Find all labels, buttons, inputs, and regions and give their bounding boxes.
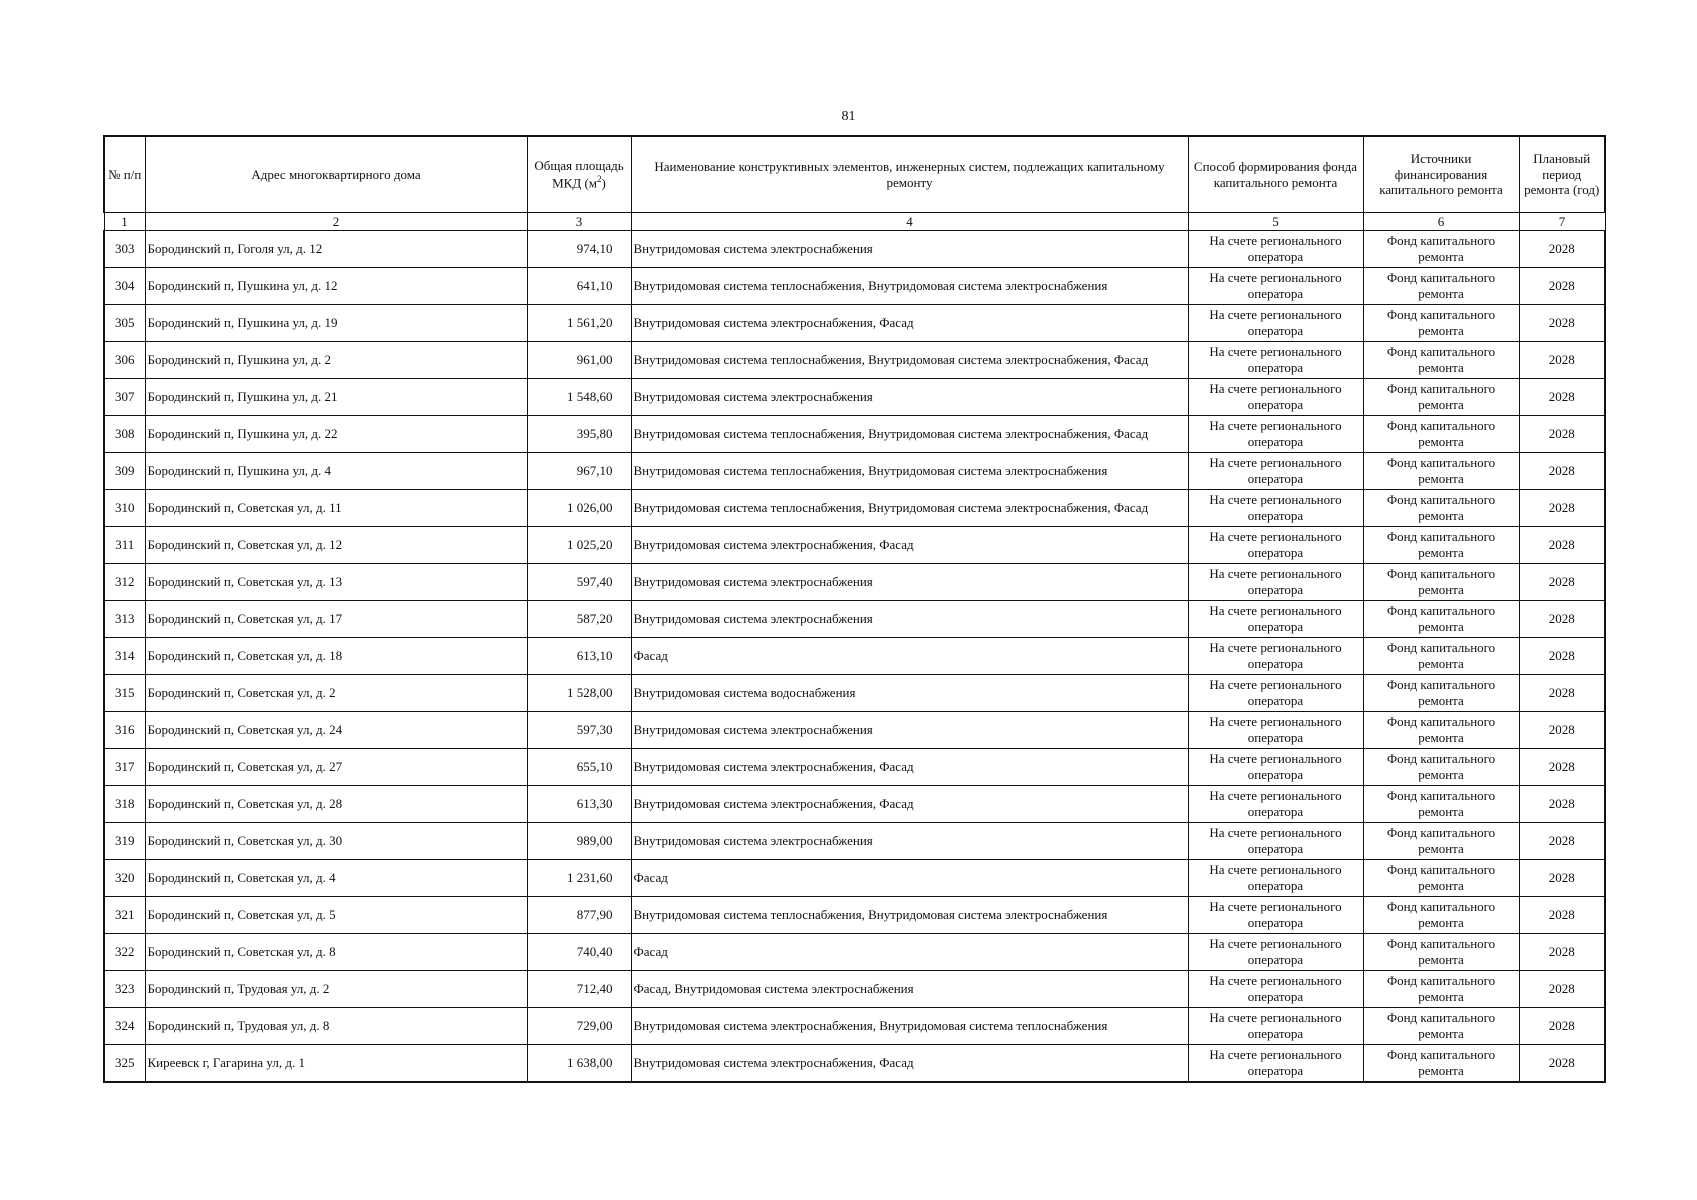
table-row bbox=[104, 675, 1605, 712]
row-source: Фонд капитального ремонта bbox=[1363, 786, 1519, 823]
row-number: 309 bbox=[104, 453, 145, 490]
row-area: 1 548,60 bbox=[527, 379, 631, 416]
header-period: Плановый период ремонта (год) bbox=[1519, 136, 1605, 213]
row-number: 324 bbox=[104, 1008, 145, 1045]
table-row bbox=[104, 416, 1605, 453]
row-elements: Внутридомовая система электроснабжения bbox=[631, 231, 1188, 268]
row-elements: Фасад bbox=[631, 860, 1188, 897]
page-number: 81 bbox=[841, 109, 856, 124]
row-area: 1 025,20 bbox=[527, 527, 631, 564]
row-year: 2028 bbox=[1519, 1045, 1605, 1082]
row-method: На счете регионального оператора bbox=[1188, 601, 1363, 638]
row-area: 740,40 bbox=[527, 934, 631, 971]
row-year: 2028 bbox=[1519, 749, 1605, 786]
capital-repair-table bbox=[103, 135, 1606, 1083]
row-elements: Внутридомовая система электроснабжения, Фасад bbox=[631, 527, 1188, 564]
row-method: На счете регионального оператора bbox=[1188, 268, 1363, 305]
row-number: 310 bbox=[104, 490, 145, 527]
row-number: 308 bbox=[104, 416, 145, 453]
row-year: 2028 bbox=[1519, 305, 1605, 342]
row-elements: Внутридомовая система теплоснабжения, Внутридомовая система электроснабжения, Фасад bbox=[631, 416, 1188, 453]
header-method: Способ формирования фонда капитального ремонта bbox=[1188, 136, 1363, 213]
row-address: Бородинский п, Советская ул, д. 12 bbox=[145, 527, 527, 564]
header-area-prefix: Общая площадь МКД (м bbox=[534, 158, 624, 191]
table-row bbox=[104, 268, 1605, 305]
table-row bbox=[104, 601, 1605, 638]
row-number: 323 bbox=[104, 971, 145, 1008]
table-row bbox=[104, 1045, 1605, 1082]
row-number: 325 bbox=[104, 1045, 145, 1082]
row-elements: Внутридомовая система теплоснабжения, Внутридомовая система электроснабжения bbox=[631, 453, 1188, 490]
row-area: 597,30 bbox=[527, 712, 631, 749]
row-area: 641,10 bbox=[527, 268, 631, 305]
row-address: Бородинский п, Советская ул, д. 2 bbox=[145, 675, 527, 712]
row-address: Бородинский п, Пушкина ул, д. 12 bbox=[145, 268, 527, 305]
row-source: Фонд капитального ремонта bbox=[1363, 342, 1519, 379]
column-number: 2 bbox=[145, 213, 527, 231]
row-elements: Внутридомовая система электроснабжения, Фасад bbox=[631, 305, 1188, 342]
row-method: На счете регионального оператора bbox=[1188, 823, 1363, 860]
row-method: На счете регионального оператора bbox=[1188, 934, 1363, 971]
row-source: Фонд капитального ремонта bbox=[1363, 490, 1519, 527]
table-row bbox=[104, 453, 1605, 490]
row-source: Фонд капитального ремонта bbox=[1363, 749, 1519, 786]
row-address: Бородинский п, Пушкина ул, д. 2 bbox=[145, 342, 527, 379]
row-address: Бородинский п, Пушкина ул, д. 19 bbox=[145, 305, 527, 342]
header-elements: Наименование конструктивных элементов, инженерных систем, подлежащих капитальному ремонту bbox=[631, 136, 1188, 213]
row-year: 2028 bbox=[1519, 638, 1605, 675]
row-elements: Внутридомовая система электроснабжения bbox=[631, 823, 1188, 860]
row-area: 989,00 bbox=[527, 823, 631, 860]
row-elements: Внутридомовая система электроснабжения bbox=[631, 601, 1188, 638]
row-year: 2028 bbox=[1519, 564, 1605, 601]
row-year: 2028 bbox=[1519, 786, 1605, 823]
row-year: 2028 bbox=[1519, 971, 1605, 1008]
row-elements: Внутридомовая система теплоснабжения, Внутридомовая система электроснабжения, Фасад bbox=[631, 342, 1188, 379]
row-address: Бородинский п, Советская ул, д. 28 bbox=[145, 786, 527, 823]
table-row bbox=[104, 305, 1605, 342]
table-row bbox=[104, 823, 1605, 860]
row-area: 1 528,00 bbox=[527, 675, 631, 712]
row-method: На счете регионального оператора bbox=[1188, 453, 1363, 490]
row-address: Бородинский п, Советская ул, д. 24 bbox=[145, 712, 527, 749]
row-elements: Внутридомовая система электроснабжения bbox=[631, 564, 1188, 601]
row-source: Фонд капитального ремонта bbox=[1363, 268, 1519, 305]
row-year: 2028 bbox=[1519, 268, 1605, 305]
row-address: Бородинский п, Советская ул, д. 27 bbox=[145, 749, 527, 786]
row-number: 313 bbox=[104, 601, 145, 638]
row-year: 2028 bbox=[1519, 1008, 1605, 1045]
row-source: Фонд капитального ремонта bbox=[1363, 712, 1519, 749]
row-year: 2028 bbox=[1519, 712, 1605, 749]
row-source: Фонд капитального ремонта bbox=[1363, 416, 1519, 453]
row-address: Киреевск г, Гагарина ул, д. 1 bbox=[145, 1045, 527, 1082]
header-source: Источники финансирования капитального ремонта bbox=[1363, 136, 1519, 213]
row-area: 729,00 bbox=[527, 1008, 631, 1045]
row-year: 2028 bbox=[1519, 490, 1605, 527]
row-elements: Внутридомовая система теплоснабжения, Внутридомовая система электроснабжения, Фасад bbox=[631, 490, 1188, 527]
row-area: 1 638,00 bbox=[527, 1045, 631, 1082]
row-source: Фонд капитального ремонта bbox=[1363, 860, 1519, 897]
row-area: 967,10 bbox=[527, 453, 631, 490]
row-source: Фонд капитального ремонта bbox=[1363, 675, 1519, 712]
row-number: 317 bbox=[104, 749, 145, 786]
table-body bbox=[104, 231, 1605, 1082]
row-source: Фонд капитального ремонта bbox=[1363, 897, 1519, 934]
row-method: На счете регионального оператора bbox=[1188, 749, 1363, 786]
row-year: 2028 bbox=[1519, 897, 1605, 934]
row-source: Фонд капитального ремонта bbox=[1363, 823, 1519, 860]
row-method: На счете регионального оператора bbox=[1188, 1008, 1363, 1045]
table-row bbox=[104, 564, 1605, 601]
row-year: 2028 bbox=[1519, 527, 1605, 564]
row-elements: Фасад bbox=[631, 638, 1188, 675]
row-area: 655,10 bbox=[527, 749, 631, 786]
row-method: На счете регионального оператора bbox=[1188, 490, 1363, 527]
row-area: 712,40 bbox=[527, 971, 631, 1008]
row-source: Фонд капитального ремонта bbox=[1363, 527, 1519, 564]
row-method: На счете регионального оператора bbox=[1188, 305, 1363, 342]
row-year: 2028 bbox=[1519, 934, 1605, 971]
row-method: На счете регионального оператора bbox=[1188, 379, 1363, 416]
row-area: 961,00 bbox=[527, 342, 631, 379]
row-address: Бородинский п, Советская ул, д. 30 bbox=[145, 823, 527, 860]
row-number: 314 bbox=[104, 638, 145, 675]
row-source: Фонд капитального ремонта bbox=[1363, 231, 1519, 268]
row-number: 318 bbox=[104, 786, 145, 823]
row-method: На счете регионального оператора bbox=[1188, 786, 1363, 823]
row-number: 311 bbox=[104, 527, 145, 564]
row-source: Фонд капитального ремонта bbox=[1363, 1045, 1519, 1082]
column-number: 1 bbox=[104, 213, 145, 231]
row-number: 319 bbox=[104, 823, 145, 860]
table-row bbox=[104, 490, 1605, 527]
column-number: 6 bbox=[1363, 213, 1519, 231]
table-row bbox=[104, 712, 1605, 749]
row-method: На счете регионального оператора bbox=[1188, 564, 1363, 601]
row-address: Бородинский п, Советская ул, д. 11 bbox=[145, 490, 527, 527]
row-address: Бородинский п, Трудовая ул, д. 8 bbox=[145, 1008, 527, 1045]
table-row bbox=[104, 749, 1605, 786]
row-elements: Внутридомовая система электроснабжения, Фасад bbox=[631, 786, 1188, 823]
header-area bbox=[527, 136, 631, 213]
row-method: На счете регионального оператора bbox=[1188, 712, 1363, 749]
row-elements: Внутридомовая система электроснабжения, Фасад bbox=[631, 1045, 1188, 1082]
row-method: На счете регионального оператора bbox=[1188, 675, 1363, 712]
row-number: 322 bbox=[104, 934, 145, 971]
row-elements: Внутридомовая система электроснабжения bbox=[631, 379, 1188, 416]
row-area: 395,80 bbox=[527, 416, 631, 453]
row-area: 1 561,20 bbox=[527, 305, 631, 342]
row-number: 305 bbox=[104, 305, 145, 342]
row-year: 2028 bbox=[1519, 342, 1605, 379]
row-elements: Внутридомовая система теплоснабжения, Внутридомовая система электроснабжения bbox=[631, 897, 1188, 934]
row-elements: Фасад bbox=[631, 934, 1188, 971]
row-elements: Фасад, Внутридомовая система электроснабжения bbox=[631, 971, 1188, 1008]
row-area: 1 026,00 bbox=[527, 490, 631, 527]
row-area: 877,90 bbox=[527, 897, 631, 934]
row-method: На счете регионального оператора bbox=[1188, 342, 1363, 379]
row-address: Бородинский п, Пушкина ул, д. 22 bbox=[145, 416, 527, 453]
row-address: Бородинский п, Советская ул, д. 8 bbox=[145, 934, 527, 971]
row-elements: Внутридомовая система теплоснабжения, Внутридомовая система электроснабжения bbox=[631, 268, 1188, 305]
row-year: 2028 bbox=[1519, 860, 1605, 897]
row-source: Фонд капитального ремонта bbox=[1363, 971, 1519, 1008]
row-year: 2028 bbox=[1519, 453, 1605, 490]
row-number: 320 bbox=[104, 860, 145, 897]
table-row bbox=[104, 1008, 1605, 1045]
row-method: На счете регионального оператора bbox=[1188, 416, 1363, 453]
row-source: Фонд капитального ремонта bbox=[1363, 564, 1519, 601]
column-number: 5 bbox=[1188, 213, 1363, 231]
table-row bbox=[104, 897, 1605, 934]
row-number: 315 bbox=[104, 675, 145, 712]
row-source: Фонд капитального ремонта bbox=[1363, 1008, 1519, 1045]
row-year: 2028 bbox=[1519, 675, 1605, 712]
table-row bbox=[104, 527, 1605, 564]
row-number: 316 bbox=[104, 712, 145, 749]
column-number-row bbox=[104, 213, 1605, 231]
row-source: Фонд капитального ремонта bbox=[1363, 638, 1519, 675]
table-row bbox=[104, 971, 1605, 1008]
row-elements: Внутридомовая система электроснабжения bbox=[631, 712, 1188, 749]
header-area-suffix: ) bbox=[601, 175, 606, 191]
row-number: 321 bbox=[104, 897, 145, 934]
table-row bbox=[104, 860, 1605, 897]
row-area: 1 231,60 bbox=[527, 860, 631, 897]
table-row bbox=[104, 379, 1605, 416]
row-address: Бородинский п, Советская ул, д. 18 bbox=[145, 638, 527, 675]
row-method: На счете регионального оператора bbox=[1188, 638, 1363, 675]
row-address: Бородинский п, Трудовая ул, д. 2 bbox=[145, 971, 527, 1008]
row-area: 974,10 bbox=[527, 231, 631, 268]
row-source: Фонд капитального ремонта bbox=[1363, 453, 1519, 490]
row-number: 303 bbox=[104, 231, 145, 268]
table-row bbox=[104, 231, 1605, 268]
row-area: 613,10 bbox=[527, 638, 631, 675]
row-address: Бородинский п, Советская ул, д. 17 bbox=[145, 601, 527, 638]
row-elements: Внутридомовая система электроснабжения, Фасад bbox=[631, 749, 1188, 786]
table-row bbox=[104, 342, 1605, 379]
row-area: 613,30 bbox=[527, 786, 631, 823]
row-number: 306 bbox=[104, 342, 145, 379]
row-address: Бородинский п, Пушкина ул, д. 21 bbox=[145, 379, 527, 416]
row-address: Бородинский п, Советская ул, д. 13 bbox=[145, 564, 527, 601]
column-number: 3 bbox=[527, 213, 631, 231]
row-year: 2028 bbox=[1519, 379, 1605, 416]
row-address: Бородинский п, Советская ул, д. 5 bbox=[145, 897, 527, 934]
row-year: 2028 bbox=[1519, 416, 1605, 453]
row-source: Фонд капитального ремонта bbox=[1363, 379, 1519, 416]
row-number: 312 bbox=[104, 564, 145, 601]
row-number: 304 bbox=[104, 268, 145, 305]
row-method: На счете регионального оператора bbox=[1188, 1045, 1363, 1082]
table-row bbox=[104, 934, 1605, 971]
row-year: 2028 bbox=[1519, 601, 1605, 638]
row-area: 587,20 bbox=[527, 601, 631, 638]
row-method: На счете регионального оператора bbox=[1188, 897, 1363, 934]
row-source: Фонд капитального ремонта bbox=[1363, 934, 1519, 971]
table-row bbox=[104, 638, 1605, 675]
table-row bbox=[104, 786, 1605, 823]
row-address: Бородинский п, Пушкина ул, д. 4 bbox=[145, 453, 527, 490]
row-number: 307 bbox=[104, 379, 145, 416]
row-year: 2028 bbox=[1519, 823, 1605, 860]
table-header-row bbox=[104, 136, 1605, 213]
row-elements: Внутридомовая система электроснабжения, Внутридомовая система теплоснабжения bbox=[631, 1008, 1188, 1045]
row-method: На счете регионального оператора bbox=[1188, 231, 1363, 268]
row-method: На счете регионального оператора bbox=[1188, 971, 1363, 1008]
row-address: Бородинский п, Советская ул, д. 4 bbox=[145, 860, 527, 897]
column-number: 4 bbox=[631, 213, 1188, 231]
row-area: 597,40 bbox=[527, 564, 631, 601]
row-elements: Внутридомовая система водоснабжения bbox=[631, 675, 1188, 712]
row-year: 2028 bbox=[1519, 231, 1605, 268]
header-area-sup: 2 bbox=[597, 173, 602, 184]
row-address: Бородинский п, Гоголя ул, д. 12 bbox=[145, 231, 527, 268]
row-source: Фонд капитального ремонта bbox=[1363, 305, 1519, 342]
header-num: № п/п bbox=[104, 136, 145, 213]
row-method: На счете регионального оператора bbox=[1188, 527, 1363, 564]
row-method: На счете регионального оператора bbox=[1188, 860, 1363, 897]
header-address: Адрес многоквартирного дома bbox=[145, 136, 527, 213]
row-source: Фонд капитального ремонта bbox=[1363, 601, 1519, 638]
column-number: 7 bbox=[1519, 213, 1605, 231]
